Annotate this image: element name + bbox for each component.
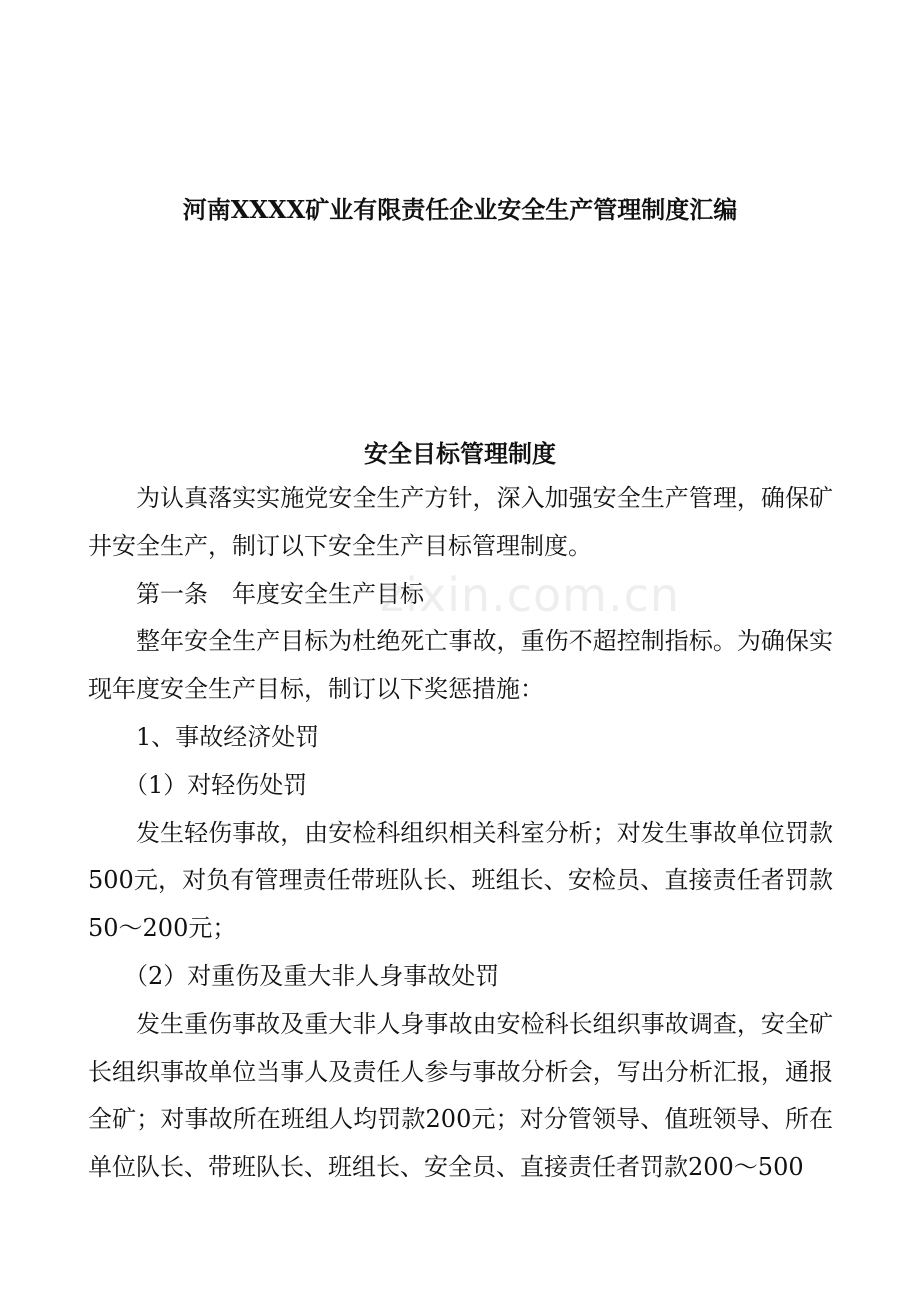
document-title: 河南XXXX矿业有限责任企业安全生产管理制度汇编: [182, 195, 738, 224]
paragraph-annual-goal: 整年安全生产目标为杜绝死亡事故，重伤不超控制指标。为确保实现年度安全生产目标，制订以下奖惩措施：: [88, 627, 833, 704]
subheading-minor-injury: （1）对轻伤处罚: [124, 770, 308, 799]
paragraph-intro: 为认真落实实施党安全生产方针，深入加强安全生产管理，确保矿井安全生产，制订以下安全生产目标管理制度。: [88, 484, 833, 560]
article-heading: 第一条 年度安全生产目标: [136, 579, 424, 608]
paragraph-serious-injury: 发生重伤事故及重大非人身事故由安检科长组织事故调查，安全矿长组织事故单位当事人及责任人参与事故分析会，写出分析汇报，通报全矿；对事故所在班组人均罚款200元；对分管领导、值班领导、所在单位队长、带班队长、班组长、安全员、直接责任者罚款200～500: [88, 1009, 833, 1182]
paragraph-minor-injury: 发生轻伤事故，由安检科组织相关科室分析；对发生事故单位罚款500元，对负有管理责任带班队长、班组长、安检员、直接责任者罚款50～200元；: [88, 818, 833, 943]
subheading-serious-injury: （2）对重伤及重大非人身事故处罚: [124, 961, 500, 990]
watermark: zixin.com.cn: [380, 568, 681, 622]
section-title: 安全目标管理制度: [364, 439, 556, 468]
list-heading: 1、事故经济处罚: [136, 722, 320, 751]
